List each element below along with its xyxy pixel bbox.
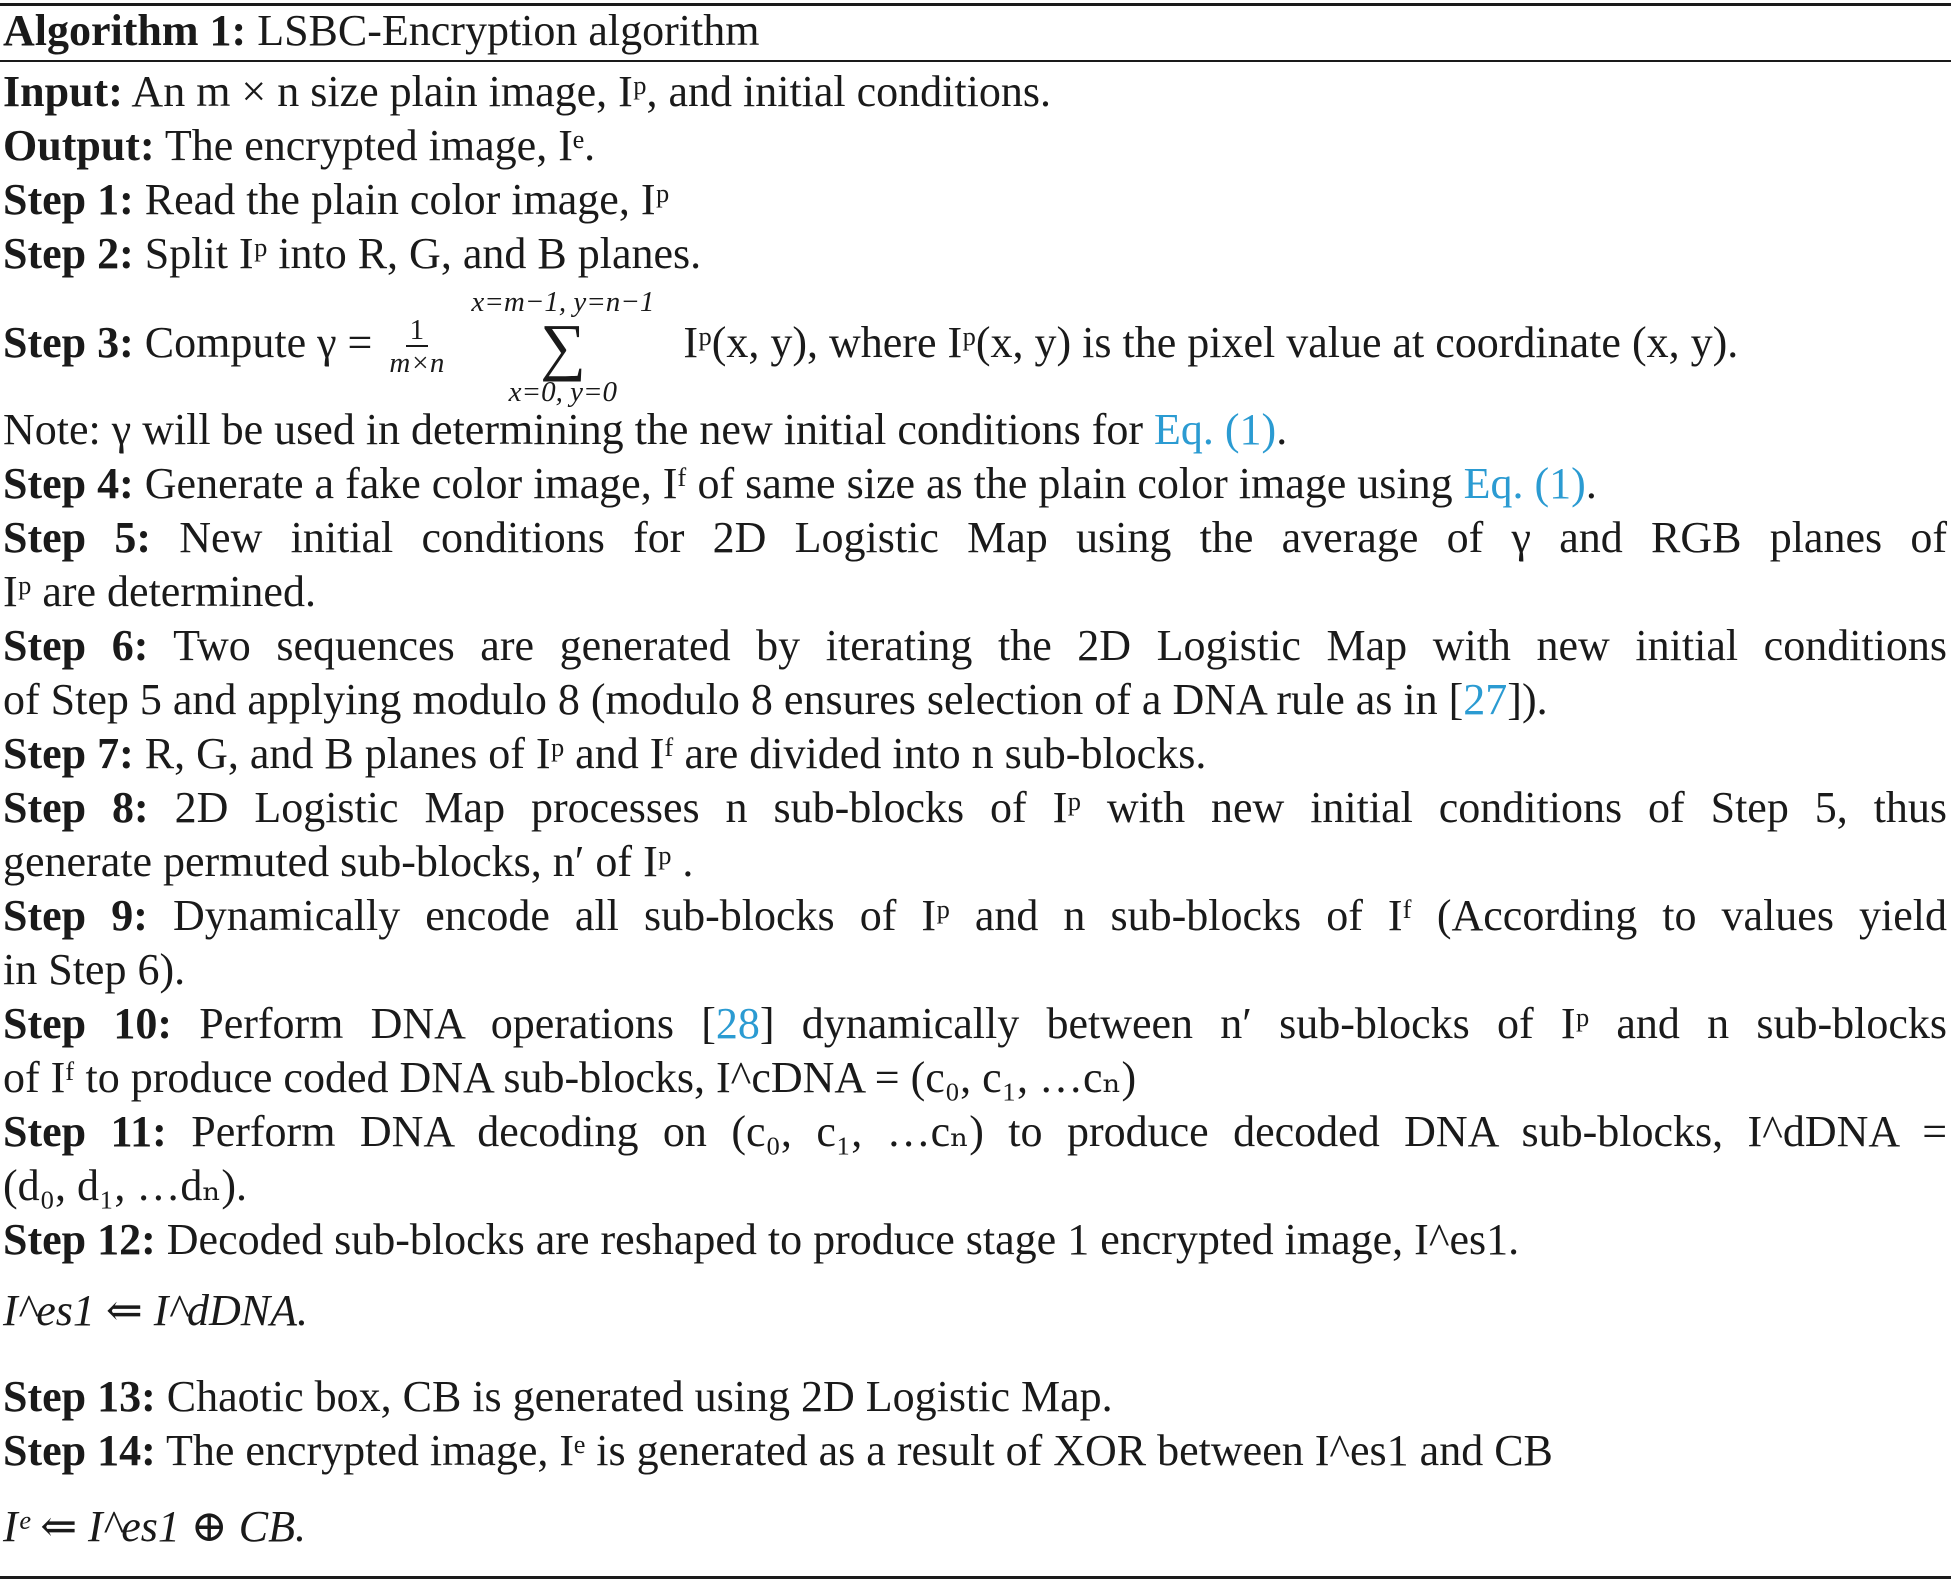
step-11-text-a: Perform DNA decoding on (c₀, c₁, …cₙ) to produce decoded DNA sub-blocks, I^dDNA = [191, 1107, 1948, 1156]
step-7-text: R, G, and B planes of Iᵖ and Iᶠ are divided into n sub-blocks. [144, 729, 1207, 778]
step-10-text-a-pre: Perform DNA operations [ [199, 999, 716, 1048]
step-13-label: Step 13: [3, 1372, 156, 1421]
ref-28-link[interactable]: 28 [715, 999, 760, 1048]
algorithm-title: LSBC-Encryption algorithm [257, 6, 760, 55]
step-10-text-a-post: ] dynamically between n′ sub-blocks of Iᵖ and n sub-blocks [759, 999, 1948, 1048]
step-9-label: Step 9: [3, 891, 148, 940]
step-1-text: Read the plain color image, Iᵖ [144, 175, 670, 224]
equation-1-text: I^es1 ⇐ I^dDNA. [3, 1286, 308, 1335]
note-line: Note: γ will be used in determining the new initial conditions for Eq. (1). [3, 405, 1288, 454]
step-8-text-b: generate permuted sub-blocks, n′ of Iᵖ . [3, 837, 694, 886]
summation [471, 285, 654, 409]
step-7-label: Step 7: [3, 729, 134, 778]
step-7 [3, 727, 1206, 781]
step-10-text-b: of Iᶠ to produce coded DNA sub-blocks, I^cDNA = (c₀, c₁, …cₙ) [3, 1053, 1137, 1102]
step-12 [3, 1213, 1519, 1267]
step-8-text-a: 2D Logistic Map processes n sub-blocks of Iᵖ with new initial conditions of Step 5, thus [174, 783, 1947, 832]
step-11-label: Step 11: [3, 1107, 167, 1156]
step-1-label: Step 1: [3, 175, 134, 224]
fraction-numerator: 1 [406, 315, 429, 347]
step-14 [3, 1424, 1553, 1478]
note-eq-link[interactable]: Eq. (1) [1154, 405, 1277, 454]
step-10-line-1 [3, 997, 1947, 1051]
step-5-line-2 [3, 565, 316, 619]
step-9-line-2 [3, 943, 185, 997]
step-5-line-1 [3, 511, 1947, 565]
step-8-line-2 [3, 835, 693, 889]
step-3-label: Step 3: [3, 318, 134, 367]
equation-1 [3, 1284, 308, 1338]
step-2-label: Step 2: [3, 229, 134, 278]
step-12-text: Decoded sub-blocks are reshaped to produce stage 1 encrypted image, I^es1. [166, 1215, 1520, 1264]
step-10-line-2 [3, 1051, 1136, 1105]
step-9-text-a: Dynamically encode all sub-blocks of Iᵖ and n sub-blocks of Iᶠ (According to values yield [172, 891, 1948, 940]
step-2 [3, 227, 701, 281]
step-4: Step 4: Generate a fake color image, Iᶠ of same size as the plain color image using Eq. (1). [3, 459, 1597, 508]
step-3-post: Iᵖ(x, y), where Iᵖ(x, y) is the pixel value at coordinate (x, y). [683, 318, 1739, 367]
input-label: Input: [3, 67, 123, 116]
algorithm-header [3, 4, 759, 58]
step-9-text-b: in Step 6). [3, 945, 186, 994]
fraction-denominator: m×n [389, 346, 445, 379]
step-8-label: Step 8: [3, 783, 149, 832]
note-text: Note: γ will be used in determining the new initial conditions for [3, 405, 1144, 454]
step-8-line-1 [3, 781, 1947, 835]
step-11-line-1 [3, 1105, 1947, 1159]
step-3-pre: Compute γ = [144, 318, 373, 367]
step-1 [3, 173, 669, 227]
step-9-line-1 [3, 889, 1947, 943]
step-13 [3, 1370, 1113, 1424]
step-13-text: Chaotic box, CB is generated using 2D Logistic Map. [166, 1372, 1113, 1421]
input-text: An m × n size plain image, Iᵖ, and initial conditions. [131, 67, 1051, 116]
step-6-label: Step 6: [3, 621, 149, 670]
step-6-line-1 [3, 619, 1947, 673]
step-5-text-a: New initial conditions for 2D Logistic Map using the average of γ and RGB planes of [179, 513, 1947, 562]
step-5-text-b: Iᵖ are determined. [3, 567, 316, 616]
ref-27-link[interactable]: 27 [1463, 675, 1508, 724]
step-4-text: Generate a fake color image, Iᶠ of same size as the plain color image using [144, 459, 1453, 508]
sigma-symbol: ∑ [540, 310, 586, 382]
step-2-text: Split Iᵖ into R, G, and B planes. [144, 229, 702, 278]
step-3 [3, 283, 1739, 408]
output-text: The encrypted image, Iᵉ. [164, 121, 596, 170]
input-line [3, 65, 1051, 119]
sum-lower-limit: x=0, y=0 [508, 375, 618, 408]
step-11-line-2 [3, 1159, 247, 1213]
step-6-text-b-pre: of Step 5 and applying modulo 8 (modulo 8 ensures selection of a DNA rule as in [ [3, 675, 1464, 724]
step-14-text: The encrypted image, Iᵉ is generated as a result of XOR between I^es1 and CB [166, 1426, 1553, 1475]
bottom-rule [0, 1576, 1951, 1579]
sum-upper-limit: x=m−1, y=n−1 [471, 285, 655, 318]
output-line [3, 119, 595, 173]
equation-2 [3, 1500, 306, 1554]
step-6-line-2 [3, 673, 1548, 727]
step-5-label: Step 5: [3, 513, 152, 562]
step-11-text-b: (d₀, d₁, …dₙ). [3, 1161, 248, 1210]
step-4-label: Step 4: [3, 459, 134, 508]
output-label: Output: [3, 121, 155, 170]
step-10-text-a [199, 999, 1947, 1048]
step-3-fraction [389, 315, 444, 379]
step-6-text-b-post: ]). [1507, 675, 1548, 724]
algorithm-label: Algorithm 1: [3, 6, 247, 55]
step-6-text-a: Two sequences are generated by iterating the 2D Logistic Map with new initial conditions [173, 621, 1947, 670]
header-rule [0, 60, 1951, 62]
step-14-label: Step 14: [3, 1426, 156, 1475]
step-12-label: Step 12: [3, 1215, 156, 1264]
equation-2-text: Iᵉ ⇐ I^es1 ⊕ CB. [3, 1502, 307, 1551]
step-10-label: Step 10: [3, 999, 172, 1048]
step-4-eq-link[interactable]: Eq. (1) [1463, 459, 1586, 508]
